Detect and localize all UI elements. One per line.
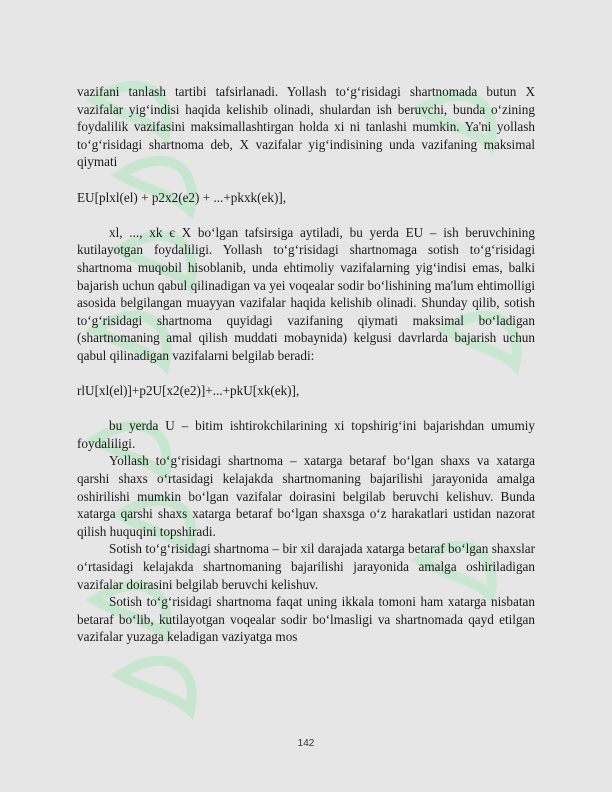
paragraph-sales-contract-continued: Sotish to‘g‘risidagi shartnoma faqat uning ikkala tomoni ham xatarga nisbatan betaraf bo‘lib, kutilayotgan voqealar sodir bo‘lmasligi va shartnomada qayd etilgan vazifalar yuzaga keladigan vaziyatga mos <box>77 594 535 645</box>
document-body <box>77 83 535 646</box>
paragraph-explanation: bu yerda U – bitim ishtirokchilarining xi topshirig‘ini bajarishdan umumiy foydaliligi. <box>77 418 535 451</box>
formula-utility-sum: rlU[xl(el)]+p2U[x2(e2)]+...+pkU[xk(ek)], <box>77 383 300 399</box>
paragraph-definition: xl, ..., xk є X bo‘lgan tafsirsiga aytiladi, bu yerda EU – ish beruvchining kutilayotgan foydaliligi. Yollash to‘g‘risidagi shartnomaga sotish to‘g‘risidagi shartnoma muqobil hisoblanib, unda ehtimoliy vazifalarning yig‘indisi emas, balki bajarish uchun qabul qilinadigan va yei voqealar sodir bo‘lishining ma'lum ehtimolligi asosida belgilangan muayyan vazifalar haqida kelishib olinadi. Shunday qilib, sotish to‘g‘risidagi shartnoma quyidagi vazifaning qiymati maksimal bo‘ladigan (shartnomaning amal qilish muddati mobaynida) kelgusi davrlarda bajarish uchun qabul qilinadigan vazifalarni belgilab beradi: <box>77 224 535 363</box>
paragraph-sales-contract: Sotish to‘g‘risidagi shartnoma – bir xil darajada xatarga betaraf bo‘lgan shaxslar o‘rtasidagi kelajakda shartnomaning bajarilishi jarayonida amalga oshiriladigan vazifalar doirasini belgilab beruvchi kelishuv. <box>77 541 535 592</box>
formula-expected-utility: EU[plxl(el) + p2x2(e2) + ...+pkxk(ek)], <box>77 189 287 205</box>
paragraph-hiring-contract: Yollash to‘g‘risidagi shartnoma – xatarga betaraf bo‘lgan shaxs va xatarga qarshi shaxs o‘rtasidagi kelajakda shartnomaning bajarilishi jarayonida amalga oshirilishi mumkin bo‘lgan vazifalar doirasini belgilab beruvchi kelishuv. Bunda xatarga qarshi shaxs xatarga betaraf bo‘lgan shaxsga o‘z harakatlari ustidan nazorat qilish huquqini topshiradi. <box>77 453 535 539</box>
page-number: 142 <box>297 738 315 749</box>
paragraph-intro: vazifani tanlash tartibi tafsirlanadi. Yollash to‘g‘risidagi shartnomada butun X vazifalar yig‘indisi haqida kelishib olinadi, shulardan ish beruvchi, bunda o‘zining foydalilik vazifasini maksimallashtirgan holda xi ni tanlashi mumkin. Ya'ni yollash to‘g‘risidagi shartnoma deb, X vazifalar yig‘indisining unda vazifaning maksimal qiymati <box>77 84 535 170</box>
